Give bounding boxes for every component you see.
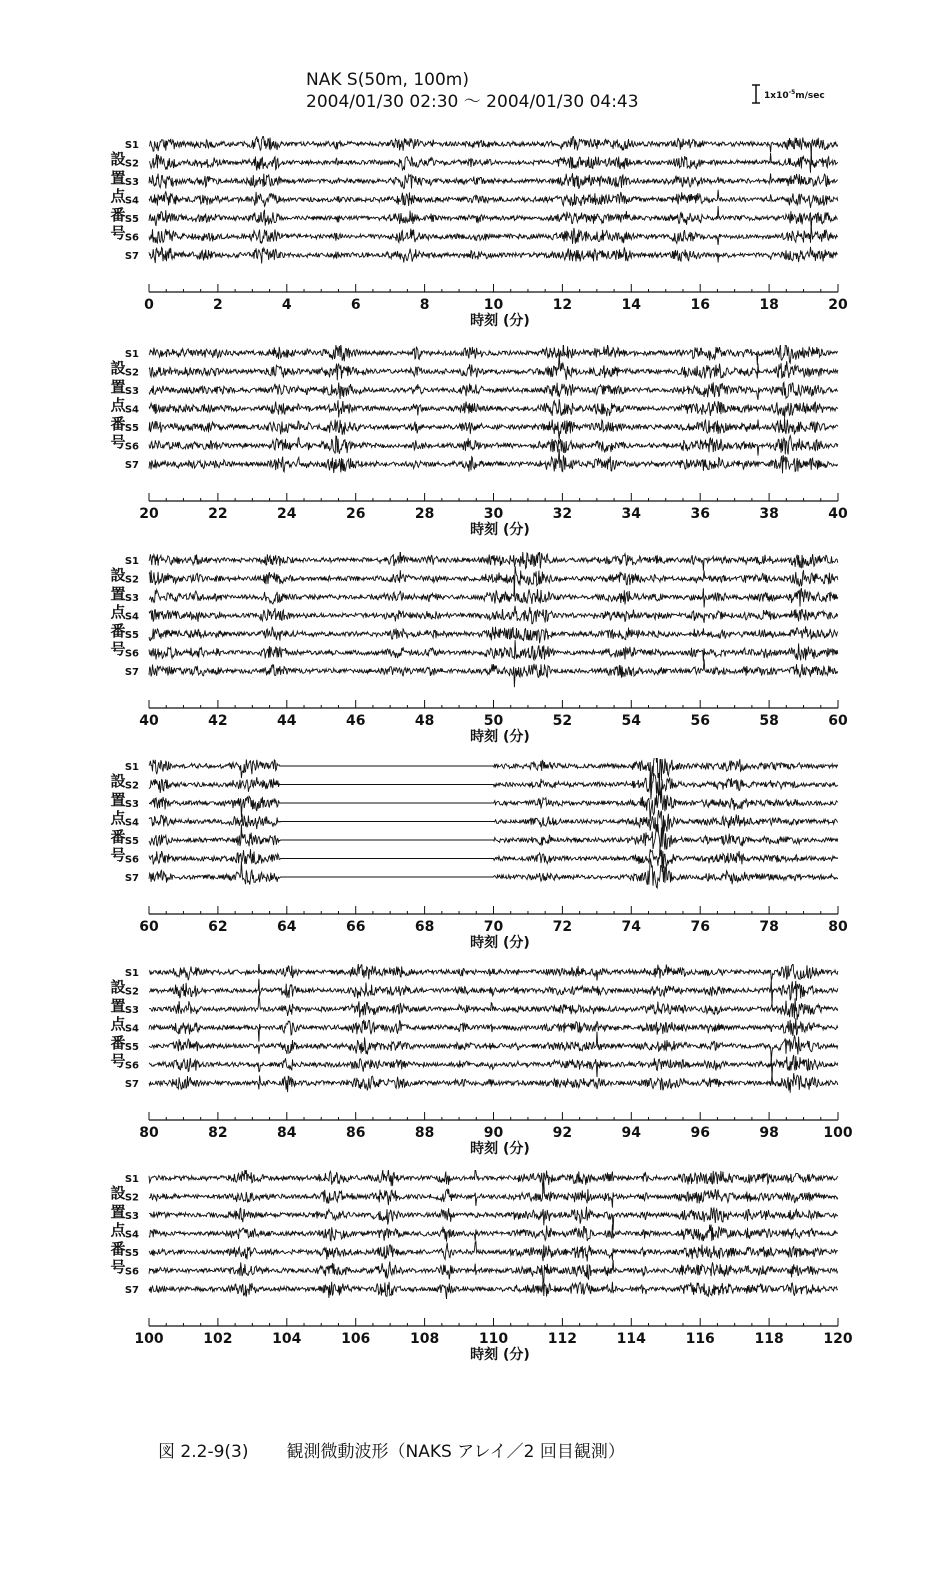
waveform-trace-s4 [149, 606, 838, 624]
waveform-trace-s2 [149, 1181, 838, 1207]
station-label-s2: S2 [124, 1192, 139, 1204]
station-label-s7: S7 [124, 460, 139, 471]
x-tick-label: 62 [208, 919, 228, 935]
y-axis-label-char: 番 [110, 414, 126, 433]
figure-number: 図 2.2-9(3) [158, 1442, 249, 1462]
station-label-s6: S6 [124, 648, 139, 660]
waveform-plot [0, 136, 938, 336]
y-axis-label [109, 1184, 127, 1277]
y-axis-label [109, 772, 127, 865]
station-label-s3: S3 [124, 593, 139, 604]
x-tick-label: 88 [414, 1125, 435, 1141]
x-tick-label: 18 [759, 297, 779, 313]
x-tick-label: 72 [552, 919, 573, 935]
station-label-s2: S2 [124, 986, 139, 998]
waveform-trace-s6 [149, 1260, 838, 1282]
x-tick-label: 90 [483, 1125, 504, 1141]
y-axis-label [109, 359, 127, 452]
x-tick-label: 24 [277, 506, 297, 522]
station-label-s3: S3 [124, 177, 139, 188]
waveform-trace-s5 [149, 206, 838, 231]
y-axis-label-char: 点 [110, 187, 126, 205]
waveform-trace-s1 [149, 136, 838, 154]
x-tick-label: 108 [409, 1331, 440, 1347]
station-label-s2: S2 [124, 367, 139, 379]
waveform-trace-s1 [149, 552, 838, 571]
station-label-s1: S1 [124, 140, 139, 151]
waveform-trace-s5 [149, 1242, 838, 1262]
y-axis-label-char: 設 [110, 150, 126, 168]
waveform-plot [0, 552, 938, 752]
waveform-plot [0, 964, 938, 1164]
y-axis-label-char: 置 [110, 168, 126, 187]
waveform-trace-s4 [149, 1224, 838, 1241]
x-tick-label: 96 [690, 1125, 710, 1141]
station-label-s5: S5 [124, 1248, 139, 1259]
y-axis-label-char: 号 [110, 640, 126, 658]
waveform-trace-s6 [149, 436, 838, 456]
x-tick-label: 8 [419, 297, 430, 313]
waveform-trace-s4 [149, 1018, 838, 1041]
x-tick-label: 60 [139, 919, 159, 935]
station-label-s4: S4 [124, 404, 139, 416]
x-tick-label: 20 [828, 297, 848, 313]
station-label-s1: S1 [124, 968, 139, 979]
y-axis-label-char: 番 [110, 1239, 126, 1258]
y-axis-label-char: 置 [110, 790, 126, 809]
y-axis-label [109, 978, 127, 1071]
y-axis-label-char: 番 [110, 827, 126, 846]
x-tick-label: 40 [828, 506, 848, 522]
station-label-s1: S1 [124, 762, 139, 773]
x-tick-label: 48 [414, 713, 435, 729]
x-axis-label: 時刻 (分) [470, 313, 530, 329]
x-tick-label: 64 [277, 919, 297, 935]
scale-label [764, 89, 825, 101]
waveform-trace-s4 [149, 399, 838, 418]
waveform-trace-s6 [149, 640, 838, 661]
x-tick-label: 38 [759, 506, 779, 522]
scale-exponent: -5 [788, 89, 796, 96]
station-label-s5: S5 [124, 423, 139, 434]
x-tick-label: 120 [823, 1331, 853, 1347]
x-tick-label: 56 [690, 713, 710, 729]
x-tick-label: 116 [685, 1331, 715, 1347]
waveform-panel [0, 964, 938, 1164]
waveform-trace-s2 [149, 772, 838, 800]
waveform-trace-s3 [149, 996, 838, 1020]
station-label-s5: S5 [124, 214, 139, 225]
waveform-trace-s7 [149, 659, 838, 687]
station-label-s7: S7 [124, 873, 139, 884]
scale-base: 1x10 [764, 91, 789, 101]
station-label-s7: S7 [124, 251, 139, 262]
x-axis-label: 時刻 (分) [470, 729, 530, 745]
waveform-trace-s2 [149, 566, 838, 594]
x-tick-label: 92 [552, 1125, 573, 1141]
waveform-trace-s1 [149, 1170, 838, 1194]
x-tick-label: 34 [621, 506, 642, 522]
x-tick-label: 14 [621, 297, 642, 313]
chart-period: 2004/01/30 02:30 ～ 2004/01/30 04:43 [306, 92, 639, 112]
x-axis-label: 時刻 (分) [470, 1141, 530, 1157]
x-tick-label: 20 [139, 506, 159, 522]
x-tick-label: 58 [759, 713, 779, 729]
y-axis-label-char: 号 [110, 433, 126, 451]
x-tick-label: 52 [552, 713, 573, 729]
y-axis-label-char: 点 [110, 1221, 126, 1239]
station-label-s7: S7 [124, 1079, 139, 1090]
station-label-s1: S1 [124, 556, 139, 567]
x-tick-label: 4 [281, 297, 292, 313]
station-label-s1: S1 [124, 1174, 139, 1185]
x-tick-label: 78 [759, 919, 779, 935]
x-tick-label: 50 [483, 713, 504, 729]
x-tick-label: 112 [547, 1331, 578, 1347]
y-axis-label-char: 設 [110, 1184, 126, 1202]
waveform-trace-s1 [149, 964, 838, 981]
x-tick-label: 70 [483, 919, 504, 935]
y-axis-label-char: 番 [110, 621, 126, 640]
station-label-s4: S4 [124, 1229, 139, 1241]
x-axis-label: 時刻 (分) [470, 935, 530, 951]
waveform-trace-s5 [149, 626, 838, 643]
x-tick-label: 84 [277, 1125, 297, 1141]
x-tick-label: 68 [414, 919, 435, 935]
x-tick-label: 106 [341, 1331, 371, 1347]
x-tick-label: 114 [616, 1331, 646, 1347]
waveform-trace-s4 [149, 810, 838, 834]
x-tick-label: 86 [345, 1125, 366, 1141]
station-label-s5: S5 [124, 1042, 139, 1053]
x-tick-label: 26 [345, 506, 366, 522]
station-label-s2: S2 [124, 158, 139, 170]
waveform-trace-s4 [149, 190, 838, 208]
y-axis-label-char: 点 [110, 1015, 126, 1033]
x-tick-label: 32 [552, 506, 573, 522]
station-label-s4: S4 [124, 1023, 139, 1035]
station-label-s3: S3 [124, 386, 139, 397]
waveform-trace-s6 [149, 846, 838, 873]
station-label-s7: S7 [124, 1285, 139, 1296]
y-axis-label-char: 点 [110, 396, 126, 414]
x-tick-label: 66 [345, 919, 366, 935]
waveform-trace-s6 [149, 227, 838, 245]
scale-bar-icon [750, 83, 762, 105]
x-tick-label: 104 [272, 1331, 302, 1347]
station-label-s7: S7 [124, 667, 139, 678]
waveform-trace-s5 [149, 824, 838, 850]
x-tick-label: 6 [350, 297, 361, 313]
x-tick-label: 22 [208, 506, 228, 522]
x-tick-label: 16 [690, 297, 710, 313]
x-tick-label: 46 [345, 713, 366, 729]
x-tick-label: 2 [213, 297, 223, 313]
station-label-s4: S4 [124, 611, 139, 623]
x-tick-label: 100 [823, 1125, 853, 1141]
waveform-trace-s5 [149, 418, 838, 440]
x-tick-label: 44 [277, 713, 297, 729]
waveform-trace-s3 [149, 787, 838, 821]
x-tick-label: 100 [134, 1331, 164, 1347]
station-label-s6: S6 [124, 441, 139, 453]
waveform-trace-s2 [149, 150, 838, 172]
x-tick-label: 98 [759, 1125, 779, 1141]
waveform-panel [0, 552, 938, 752]
station-label-s4: S4 [124, 195, 139, 207]
x-tick-label: 60 [828, 713, 848, 729]
x-tick-label: 82 [208, 1125, 228, 1141]
x-tick-label: 102 [203, 1331, 233, 1347]
y-axis-label-char: 号 [110, 224, 126, 242]
x-tick-label: 118 [754, 1331, 784, 1347]
waveform-trace-s7 [149, 1073, 838, 1093]
waveform-panel [0, 1170, 938, 1370]
station-label-s6: S6 [124, 1060, 139, 1072]
y-axis-label-char: 置 [110, 1202, 126, 1221]
waveform-plot [0, 345, 938, 545]
y-axis-label-char: 設 [110, 978, 126, 996]
x-tick-label: 30 [483, 506, 504, 522]
waveform-trace-s3 [149, 1207, 838, 1230]
station-label-s5: S5 [124, 630, 139, 641]
waveform-trace-s7 [149, 449, 838, 473]
waveform-trace-s7 [149, 247, 838, 264]
x-tick-label: 40 [139, 713, 159, 729]
x-tick-label: 54 [621, 713, 642, 729]
x-tick-label: 94 [621, 1125, 642, 1141]
station-label-s5: S5 [124, 836, 139, 847]
x-tick-label: 28 [414, 506, 435, 522]
station-label-s3: S3 [124, 1005, 139, 1016]
y-axis-label-char: 号 [110, 846, 126, 864]
waveform-trace-s5 [149, 1032, 838, 1061]
y-axis-label-char: 置 [110, 584, 126, 603]
station-label-s3: S3 [124, 799, 139, 810]
y-axis-label-char: 番 [110, 205, 126, 224]
waveform-panel [0, 758, 938, 958]
figure-caption [158, 1437, 625, 1462]
waveform-trace-s3 [149, 382, 838, 400]
scale-unit: m/sec [795, 91, 825, 101]
station-label-s1: S1 [124, 349, 139, 360]
waveform-trace-s3 [149, 173, 838, 189]
waveform-trace-s1 [149, 345, 838, 365]
x-tick-label: 0 [144, 297, 154, 313]
waveform-trace-s3 [149, 587, 838, 608]
y-axis-label [109, 566, 127, 659]
y-axis-label-char: 設 [110, 772, 126, 790]
station-label-s6: S6 [124, 232, 139, 244]
waveform-trace-s6 [149, 1055, 838, 1078]
x-axis-label: 時刻 (分) [470, 1347, 530, 1363]
x-tick-label: 42 [208, 713, 228, 729]
x-tick-label: 10 [483, 297, 504, 313]
y-axis-label-char: 置 [110, 996, 126, 1015]
y-axis-label [109, 150, 127, 243]
chart-title: NAK S(50m, 100m) [306, 70, 469, 90]
y-axis-label-char: 点 [110, 809, 126, 827]
y-axis-label-char: 置 [110, 377, 126, 396]
station-label-s6: S6 [124, 1266, 139, 1278]
x-tick-label: 80 [139, 1125, 159, 1141]
y-axis-label-char: 設 [110, 359, 126, 377]
waveform-plot [0, 1170, 938, 1370]
x-tick-label: 74 [621, 919, 642, 935]
x-tick-label: 110 [478, 1331, 509, 1347]
waveform-trace-s7 [149, 1280, 838, 1300]
y-axis-label-char: 号 [110, 1258, 126, 1276]
station-label-s6: S6 [124, 854, 139, 866]
x-tick-label: 80 [828, 919, 848, 935]
y-axis-label-char: 番 [110, 1033, 126, 1052]
waveform-plot [0, 758, 938, 958]
waveform-trace-s2 [149, 353, 838, 380]
figure-caption-text: 観測微動波形（NAKS アレイ／2 回目観測） [286, 1442, 625, 1462]
waveform-panel [0, 136, 938, 336]
x-tick-label: 12 [552, 297, 573, 313]
station-label-s3: S3 [124, 1211, 139, 1222]
x-tick-label: 76 [690, 919, 710, 935]
x-tick-label: 36 [690, 506, 710, 522]
waveform-panel [0, 345, 938, 545]
station-label-s4: S4 [124, 817, 139, 829]
station-label-s2: S2 [124, 780, 139, 792]
station-label-s2: S2 [124, 574, 139, 586]
y-axis-label-char: 点 [110, 603, 126, 621]
waveform-trace-s2 [149, 979, 838, 1005]
y-axis-label-char: 設 [110, 566, 126, 584]
y-axis-label-char: 号 [110, 1052, 126, 1070]
x-axis-label: 時刻 (分) [470, 522, 530, 538]
